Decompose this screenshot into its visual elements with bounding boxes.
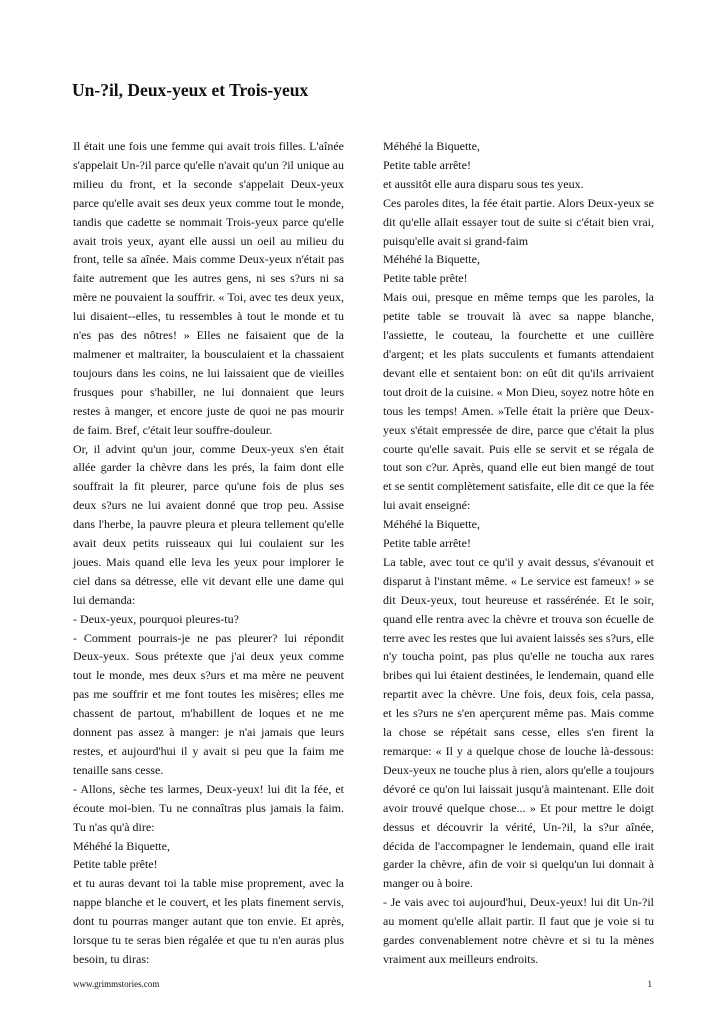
paragraph: - Je vais avec toi aujourd'hui, Deux-yeux! lui dit Un-?il au moment qu'elle allait partir. Il faut que je voie si tu gardes convenablement notre chèvre et si tu la mènes vraiment aux meilleurs endroits. <box>383 895 654 966</box>
paragraph: Mais oui, presque en même temps que les paroles, la petite table se trouvait là avec sa nappe blanche, l'assiette, le couteau, la fourchette et une cuillère d'argent; et les plats succulents et fumants attendaient devant elle et sentaient bon: on eût dit qu'ils arrivaient tout droit de la cuisine. « Mon Dieu, soyez notre hôte en tous les temps! Amen. »Telle était la prière que Deux-yeux s'était empressée de dire, parce que c'était la plus courte qu'elle savait. Puis elle se servit et se régala de tout son c?ur. Après, quand elle eut bien mangé de tout et se sentit complètement satisfaite, elle dit ce que la fée lui avait enseigné: <box>383 290 654 513</box>
verse-line: Petite table arrête! <box>383 157 471 172</box>
paragraph: Ces paroles dites, la fée était partie. Alors Deux-yeux se dit qu'elle allait essayer tout de suite si c'était bien vrai, puisqu'elle avait si grand-faim <box>383 195 654 248</box>
paragraph: - Comment pourrais-je ne pas pleurer? lui répondit Deux-yeux. Sous prétexte que j'ai deux yeux comme tout le monde, mes deux s?urs et ma mère ne peuvent pas me souffrir et me font toutes les misères; elles me chassent de partout, m'habillent de loques et ne me donnent pas assez à manger: je n'ai jamais que leurs restes, et aujourd'hui il y avait si peu que la faim me tenaille sans cesse. <box>73 630 344 777</box>
right-column <box>383 137 654 969</box>
verse-line: Petite table prête! <box>383 271 468 286</box>
paragraph: et aussitôt elle aura disparu sous tes yeux. <box>383 176 584 191</box>
verse-line: Méhéhé la Biquette, <box>383 517 480 532</box>
paragraph: - Deux-yeux, pourquoi pleures-tu? <box>73 611 239 626</box>
page-number: 1 <box>647 979 652 989</box>
paragraph: La table, avec tout ce qu'il y avait dessus, s'évanouit et disparut à l'instant même. « Le service est fameux! » se dit Deux-yeux, tout heureuse et rassérénée. Et le soir, quand elle rentra avec la chèvre et trouva son écuelle de terre avec les restes que lui avaient laissés ses s?urs, elle n'y toucha point, pas plus qu'elle ne toucha aux rares bribes qui lui étaient destinées, le lendemain, quand elle repartit avec la chèvre. Une fois, deux fois, cela passa, et les s?urs ne s'en aperçurent même pas. Mais comme la chose se répétait sans cesse, elles s'en firent la remarque: « Il y a quelque chose de louche là-dessous: Deux-yeux ne touche plus à rien, alors qu'elle a toujours dévoré ce qu'on lui laissait jusqu'à maintenant. Elle doit avoir trouvé quelque chose... » Et pour mettre le doigt dessus et découvrir la vérité, Un-?il, la s?ur aînée, décida de l'accompagner le lendemain, quand elle irait garder la chèvre, afin de voir si quelqu'un lui donnait à manger ou à boire. <box>383 554 654 891</box>
verse-line: Méhéhé la Biquette, <box>73 838 170 853</box>
verse-line: Méhéhé la Biquette, <box>383 252 480 267</box>
footer-site-url: www.grimmstories.com <box>73 979 160 989</box>
paragraph: Il était une fois une femme qui avait trois filles. L'aînée s'appelait Un-?il parce qu'elle n'avait qu'un ?il unique au milieu du front, et la seconde s'appelait Deux-yeux parce qu'elle avait ses deux yeux comme tout le monde, tandis que cadette se nommait Trois-yeux parce qu'elle avait trois yeux, ayant elle aussi un oeil au milieu du front, telle sa aînée. Mais comme Deux-yeux n'était pas faite autrement que les autres gens, ni ses s?urs ni sa mère ne pouvaient la souffrir. « Toi, avec tes deux yeux, lui disaient--elles, tu ressembles à tout le monde et tu n'es pas des nôtres! » Elles ne faisaient que de la malmener et maltraiter, la bousculaient et la chassaient toujours dans les coins, ne lui laissaient que de vieilles frusques pour s'habiller, ne lui donnaient que leurs restes à manger, et encore juste de quoi ne pas mourir de faim. Bref, c'était leur souffre-douleur. <box>73 139 344 437</box>
paragraph: et tu auras devant toi la table mise proprement, avec la nappe blanche et le couvert, et les plats finement servis, dont tu pourras manger autant que ton envie. Et après, lorsque tu te seras bien régalée et que tu n'en auras plus besoin, tu diras: <box>73 876 344 966</box>
verse-line: Petite table arrête! <box>383 536 471 551</box>
paragraph: Or, il advint qu'un jour, comme Deux-yeux s'en était allée garder la chèvre dans les prés, la faim dont elle souffrait la fit pleurer, parce qu'une fois de plus ses deux s?urs ne lui avaient donné que trop peu. Assise dans l'herbe, la pauvre pleura et pleura tellement qu'elle avait deux petits ruisseaux qui lui coulaient sur les joues. Mais quand elle leva les yeux pour implorer le ciel dans sa détresse, elle vit devant elle une dame qui lui demanda: <box>73 441 344 607</box>
verse-line: Méhéhé la Biquette, <box>383 139 480 153</box>
verse-line: Petite table prête! <box>73 857 158 872</box>
page-title: Un-?il, Deux-yeux et Trois-yeux <box>72 80 309 100</box>
paragraph: - Allons, sèche tes larmes, Deux-yeux! lui dit la fée, et écoute moi-bien. Tu ne connaîtras plus jamais la faim. Tu n'as qu'à dire: <box>73 781 344 834</box>
left-column <box>73 137 344 969</box>
